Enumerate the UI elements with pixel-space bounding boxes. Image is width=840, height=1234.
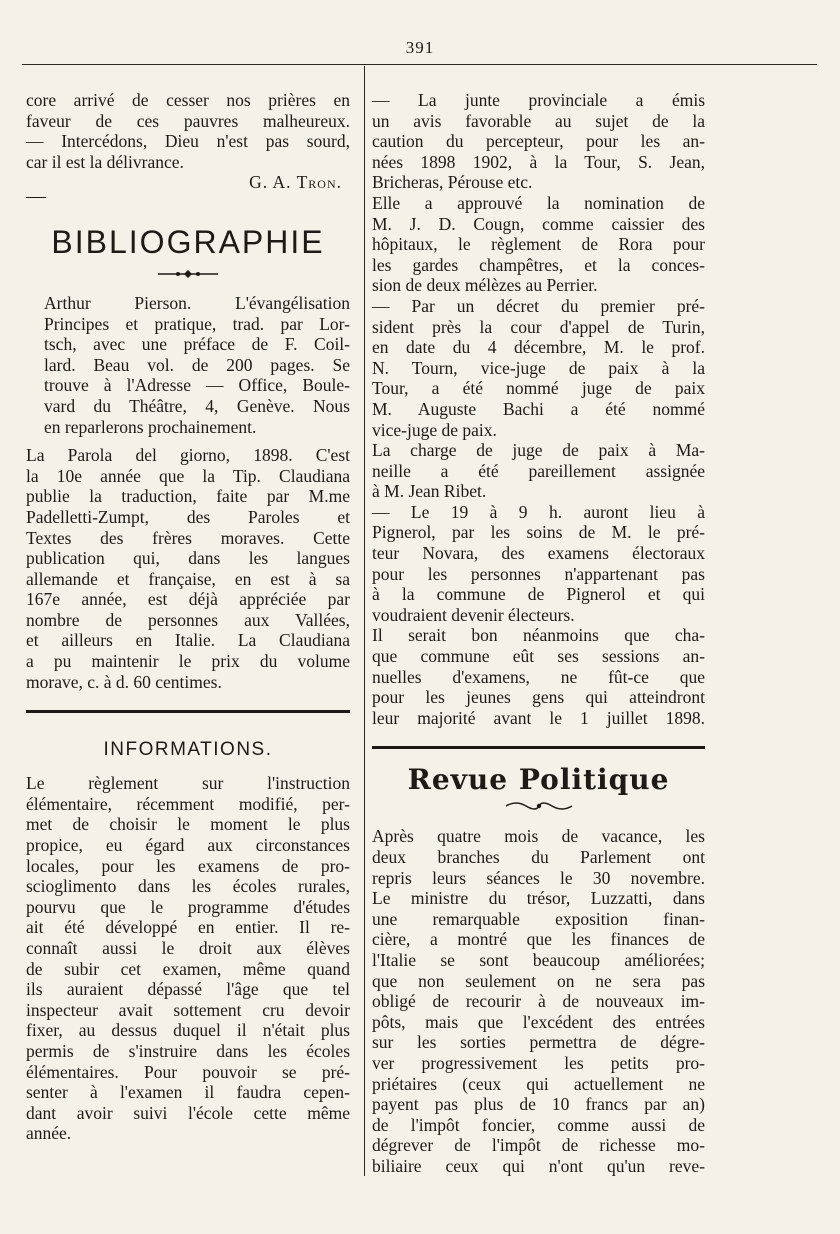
informations-heading: INFORMATIONS. <box>103 739 273 761</box>
text-line: fixer, au dessus duquel il n'était plus <box>26 1020 350 1041</box>
text-line: payent pas plus de 10 francs par an) <box>372 1094 705 1115</box>
text-line: et ailleurs en Italie. La Claudiana <box>26 630 350 651</box>
text-line: scioglimento dans les écoles rurales, <box>26 876 350 897</box>
text-line: Principes et pratique, trad. par Lor- <box>44 313 350 334</box>
text-line: la 10e année que la Tip. Claudiana <box>26 465 350 486</box>
right-column <box>372 90 705 1177</box>
text-line: Bricheras, Pérouse etc. <box>372 172 533 193</box>
text-line: met de choisir le moment le plus <box>26 814 350 835</box>
text-line: Le ministre du trésor, Luzzatti, dans <box>372 888 705 909</box>
intro-paragraph <box>26 90 350 172</box>
text-line: les gardes champêtres, et la conces- <box>372 254 705 275</box>
text-line: sion de deux mélèzes au Perrier. <box>372 275 598 296</box>
text-line: connaît aussi le droit aux élèves <box>26 938 350 958</box>
junte-paragraph <box>372 90 705 193</box>
text-line: vard du Théâtre, 4, Genève. Nous <box>44 395 350 416</box>
text-line: La charge de juge de paix à Ma- <box>372 440 705 461</box>
text-line: neille a été pareillement assignée <box>372 460 705 481</box>
text-line: Le règlement sur l'instruction <box>26 773 350 794</box>
ornament-icon <box>504 800 574 812</box>
text-line: de subir cet examen, même quand <box>26 958 350 979</box>
text-line: Pignerol, par les soins de M. le pré- <box>372 522 705 543</box>
text-line: a pu maintenir le prix du volume <box>26 651 350 672</box>
text-line: dant avoir suivi l'école cette même <box>26 1102 350 1123</box>
section-rule <box>26 710 350 713</box>
text-line: 167e année, est déjà appréciée par <box>26 589 350 610</box>
section-rule <box>372 746 705 749</box>
text-line: année. <box>26 1123 72 1144</box>
nomination-paragraph <box>372 193 705 296</box>
text-line: dégrever de l'impôt de richesse mo- <box>372 1135 705 1156</box>
text-line: ver progressivement les petits pro- <box>372 1052 705 1073</box>
text-line: ait été développé en entier. Il re- <box>26 917 350 938</box>
text-line: publication qui, dans les langues <box>26 548 350 569</box>
text-line: nées 1898 1902, à la Tour, S. Jean, <box>372 151 705 172</box>
text-line: allemande et française, en est à sa <box>26 568 350 589</box>
text-line: que non seulement on ne sera pas <box>372 970 705 991</box>
revue-politique-heading: Revue Politique <box>407 763 670 797</box>
text-line: — Par un décret du premier pré- <box>372 295 705 316</box>
left-column <box>26 90 350 1144</box>
text-line: à la commune de Pignerol et qui <box>372 584 705 605</box>
text-line: caution du percepteur, pour les an- <box>372 131 705 152</box>
text-line: car il est la délivrance. <box>26 151 184 172</box>
text-line: faveur de ces pauvres malheureux. <box>26 110 350 131</box>
informations-paragraph <box>26 773 350 1144</box>
page-number: 391 <box>405 38 435 57</box>
text-line: publie la traduction, faite par M.me <box>26 486 350 507</box>
header-rule <box>22 64 817 65</box>
bibliography-entry-pierson <box>26 293 350 437</box>
text-line: Padelletti-Zumpt, des Paroles et <box>26 506 350 527</box>
text-line: Elle a approuvé la nomination de <box>372 192 705 213</box>
text-line: cière, a montré que les finances de <box>372 929 705 950</box>
text-line: en reparlerons prochainement. <box>44 416 257 437</box>
text-line: — Le 19 à 9 h. auront lieu à <box>372 501 705 522</box>
text-line: pourvu que le programme d'études <box>26 896 350 917</box>
text-line: M. Auguste Bachi a été nommé <box>372 398 705 419</box>
text-line: biliaire ceux qui n'ont qu'un reve- <box>372 1155 705 1176</box>
ornament-icon <box>158 269 218 279</box>
text-line: La Parola del giorno, 1898. C'est <box>26 445 350 466</box>
text-line: sur les sorties permettra de dégre- <box>372 1032 705 1053</box>
decret-paragraph <box>372 296 705 440</box>
text-line: vice-juge de paix. <box>372 419 497 440</box>
text-line: l'Italie se sont beaucoup améliorées; <box>372 949 705 970</box>
bibliographie-heading: BIBLIOGRAPHIE <box>51 223 325 260</box>
column-separator <box>364 66 365 1176</box>
revue-paragraph <box>372 826 705 1176</box>
text-line: un avis favorable au sujet de la <box>372 110 705 131</box>
text-line: Arthur Pierson. L'évangélisation <box>44 292 350 313</box>
text-line: priétaires (ceux qui actuellement ne <box>372 1073 705 1094</box>
text-line: propice, eu égard aux circonstances <box>26 835 350 856</box>
sessions-paragraph <box>372 625 705 728</box>
text-line: inspecteur avait sottement cru devoir <box>26 999 350 1020</box>
text-line: senter à l'examen il faudra cepen- <box>26 1082 350 1103</box>
text-line: trouve à l'Adresse — Office, Boule- <box>44 375 350 396</box>
text-line: teur Novara, des examens électoraux <box>372 543 705 564</box>
text-line: locales, pour les examens de pro- <box>26 855 350 876</box>
text-line: deux branches du Parlement ont <box>372 847 705 867</box>
text-line: nuelles d'examens, ne fût-ce que <box>372 666 705 687</box>
text-line: — Intercédons, Dieu n'est pas sourd, <box>26 131 350 152</box>
text-line: une remarquable exposition finan- <box>372 908 705 929</box>
text-line: pour les jeunes gens qui atteindront <box>372 687 705 708</box>
text-line: Après quatre mois de vacance, les <box>372 826 705 847</box>
text-line: en date du 4 décembre, M. le prof. <box>372 337 705 358</box>
text-line: Il serait bon néanmoins que cha- <box>372 625 705 646</box>
text-line: leur majorité avant le 1 juillet 1898. <box>372 707 705 728</box>
text-line: Textes des frères moraves. Cette <box>26 527 350 548</box>
text-line: à M. Jean Ribet. <box>372 481 487 502</box>
text-line: ils auraient dépassé l'âge que tel <box>26 979 350 1000</box>
text-line: élémentaires. Pour pouvoir se pré- <box>26 1061 350 1082</box>
text-line: Tour, a été nommé juge de paix <box>372 378 705 399</box>
text-line: hôpitaux, le règlement de Rora pour <box>372 234 705 255</box>
text-line: permis de s'instruire dans les écoles <box>26 1040 350 1061</box>
text-line: que commune eût ses sessions an- <box>372 646 705 667</box>
short-rule <box>26 197 46 198</box>
text-line: élémentaire, récemment modifié, per- <box>26 793 350 814</box>
text-line: tsch, avec une préface de F. Coil- <box>44 334 350 355</box>
text-line: obligé de recourir à de nouveaux im- <box>372 991 705 1012</box>
text-line: de l'impôt foncier, comme aussi de <box>372 1114 705 1135</box>
text-line: lard. Beau vol. de 200 pages. Se <box>44 354 350 375</box>
text-line: — La junte provinciale a émis <box>372 90 705 110</box>
text-line: pôts, mais que l'excédent des entrées <box>372 1011 705 1032</box>
text-line: morave, c. à d. 60 centimes. <box>26 671 222 692</box>
text-line: core arrivé de cesser nos prières en <box>26 90 350 110</box>
text-line: voudraient devenir électeurs. <box>372 604 575 625</box>
text-line: N. Tourn, vice-juge de paix à la <box>372 357 705 378</box>
text-line: pour les personnes n'appartenant pas <box>372 563 705 584</box>
maneille-paragraph <box>372 440 705 502</box>
text-line: repris leurs séances le 30 novembre. <box>372 867 705 888</box>
bibliography-entry-parola <box>26 445 350 692</box>
text-line: nombre de personnes aux Vallées, <box>26 609 350 630</box>
text-line: sident près la cour d'appel de Turin, <box>372 316 705 337</box>
examens-paragraph <box>372 502 705 626</box>
signature: G. A. Tron. <box>249 172 342 193</box>
text-line: M. J. D. Cougn, comme caissier des <box>372 213 705 234</box>
